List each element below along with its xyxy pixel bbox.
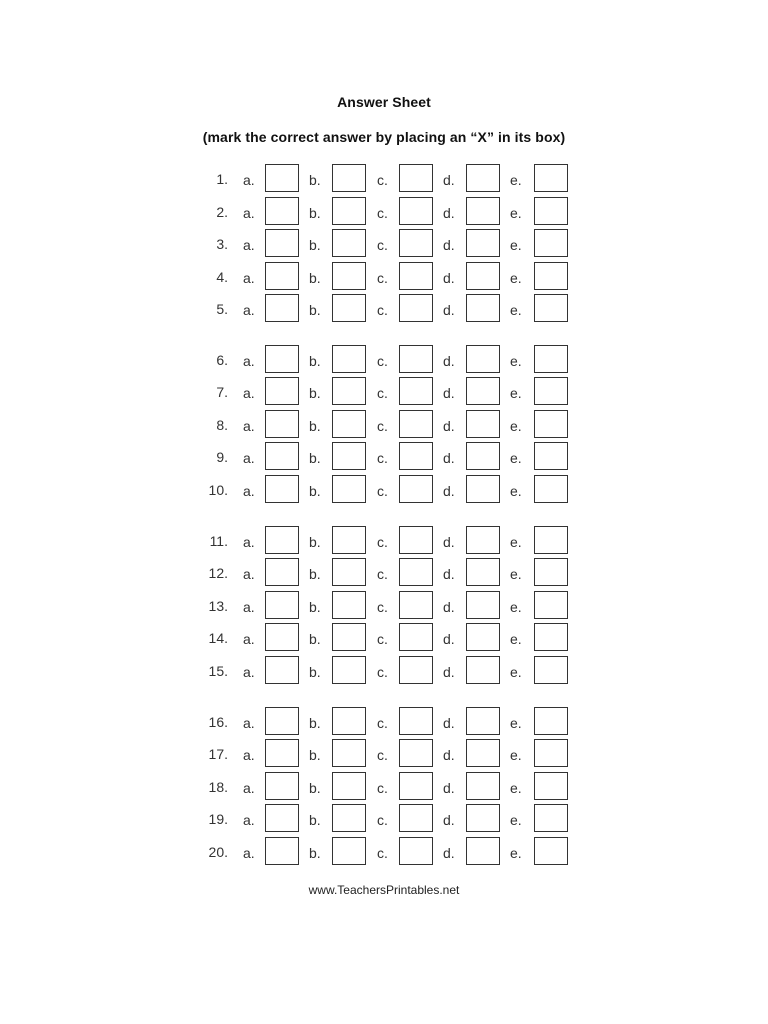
answer-checkbox[interactable] [399,772,433,800]
option-letter: c. [377,418,388,434]
option-letter: c. [377,747,388,763]
question-row [0,804,768,834]
answer-checkbox[interactable] [332,377,366,405]
answer-checkbox[interactable] [466,262,500,290]
option-letter: a. [243,845,255,861]
option-letter: e. [510,780,522,796]
option-letter: d. [443,270,455,286]
answer-checkbox[interactable] [466,591,500,619]
answer-checkbox[interactable] [332,558,366,586]
answer-checkbox[interactable] [399,377,433,405]
question-number: 7. [216,384,228,400]
option-letter: a. [243,780,255,796]
option-letter: b. [309,599,321,615]
option-letter: a. [243,270,255,286]
option-letter: c. [377,631,388,647]
option-letter: d. [443,172,455,188]
question-row [0,164,768,194]
option-letter: b. [309,270,321,286]
option-letter: e. [510,237,522,253]
answer-checkbox[interactable] [332,772,366,800]
option-letter: a. [243,812,255,828]
option-letter: d. [443,205,455,221]
question-row [0,294,768,324]
answer-checkbox[interactable] [534,475,568,503]
answer-checkbox[interactable] [534,558,568,586]
option-letter: d. [443,664,455,680]
answer-checkbox[interactable] [332,442,366,470]
answer-checkbox[interactable] [399,804,433,832]
answer-checkbox[interactable] [332,707,366,735]
answer-checkbox[interactable] [265,262,299,290]
answer-checkbox[interactable] [265,164,299,192]
answer-checkbox[interactable] [399,229,433,257]
question-number: 19. [208,811,228,827]
option-letter: d. [443,715,455,731]
answer-checkbox[interactable] [265,442,299,470]
answer-checkbox[interactable] [399,837,433,865]
option-letter: a. [243,631,255,647]
option-letter: a. [243,664,255,680]
option-letter: c. [377,599,388,615]
question-number: 8. [216,417,228,433]
question-row [0,707,768,737]
option-letter: b. [309,450,321,466]
answer-checkbox[interactable] [466,410,500,438]
option-letter: c. [377,566,388,582]
question-number: 12. [208,565,228,581]
option-letter: c. [377,302,388,318]
answer-checkbox[interactable] [332,739,366,767]
answer-checkbox[interactable] [332,410,366,438]
option-letter: c. [377,270,388,286]
question-number: 2. [216,204,228,220]
option-letter: a. [243,566,255,582]
answer-checkbox[interactable] [265,377,299,405]
answer-checkbox[interactable] [265,345,299,373]
answer-checkbox[interactable] [265,410,299,438]
option-letter: e. [510,450,522,466]
answer-checkbox[interactable] [265,837,299,865]
question-row [0,623,768,653]
answer-checkbox[interactable] [466,229,500,257]
option-letter: b. [309,664,321,680]
option-letter: d. [443,631,455,647]
option-letter: b. [309,534,321,550]
question-number: 20. [208,844,228,860]
question-number: 17. [208,746,228,762]
answer-checkbox[interactable] [534,772,568,800]
question-row [0,377,768,407]
option-letter: b. [309,566,321,582]
answer-checkbox[interactable] [332,164,366,192]
option-letter: a. [243,237,255,253]
option-letter: c. [377,780,388,796]
option-letter: c. [377,664,388,680]
question-row [0,262,768,292]
answer-checkbox[interactable] [534,377,568,405]
answer-checkbox[interactable] [332,475,366,503]
option-letter: c. [377,812,388,828]
question-row [0,410,768,440]
option-letter: e. [510,664,522,680]
instructions: (mark the correct answer by placing an “X” in its box) [202,129,566,145]
answer-checkbox[interactable] [399,739,433,767]
answer-checkbox[interactable] [466,164,500,192]
answer-checkbox[interactable] [466,475,500,503]
question-number: 13. [208,598,228,614]
option-letter: e. [510,302,522,318]
question-number: 10. [208,482,228,498]
option-letter: b. [309,483,321,499]
answer-checkbox[interactable] [466,197,500,225]
answer-checkbox[interactable] [265,623,299,651]
option-letter: b. [309,302,321,318]
question-number: 18. [208,779,228,795]
answer-checkbox[interactable] [332,837,366,865]
answer-checkbox[interactable] [399,623,433,651]
option-letter: b. [309,353,321,369]
option-letter: a. [243,534,255,550]
option-letter: a. [243,302,255,318]
option-letter: a. [243,715,255,731]
question-row [0,229,768,259]
option-letter: e. [510,534,522,550]
answer-checkbox[interactable] [399,526,433,554]
answer-checkbox[interactable] [466,656,500,684]
option-letter: c. [377,715,388,731]
option-letter: e. [510,418,522,434]
option-letter: b. [309,715,321,731]
question-number: 15. [208,663,228,679]
answer-checkbox[interactable] [332,804,366,832]
answer-checkbox[interactable] [534,164,568,192]
answer-checkbox[interactable] [534,526,568,554]
answer-checkbox[interactable] [466,442,500,470]
option-letter: d. [443,845,455,861]
question-row [0,442,768,472]
answer-checkbox[interactable] [399,442,433,470]
option-letter: d. [443,780,455,796]
question-number: 6. [216,352,228,368]
answer-checkbox[interactable] [265,656,299,684]
option-letter: e. [510,385,522,401]
answer-checkbox[interactable] [265,804,299,832]
option-letter: b. [309,237,321,253]
option-letter: b. [309,172,321,188]
option-letter: c. [377,205,388,221]
option-letter: c. [377,845,388,861]
option-letter: b. [309,780,321,796]
option-letter: d. [443,385,455,401]
option-letter: c. [377,534,388,550]
option-letter: e. [510,172,522,188]
answer-checkbox[interactable] [466,739,500,767]
answer-checkbox[interactable] [534,410,568,438]
answer-checkbox[interactable] [399,558,433,586]
answer-checkbox[interactable] [332,656,366,684]
option-letter: a. [243,599,255,615]
answer-checkbox[interactable] [265,475,299,503]
option-letter: c. [377,385,388,401]
option-letter: c. [377,450,388,466]
answer-checkbox[interactable] [466,558,500,586]
option-letter: b. [309,845,321,861]
option-letter: a. [243,483,255,499]
option-letter: e. [510,566,522,582]
answer-checkbox[interactable] [399,164,433,192]
question-row [0,837,768,867]
option-letter: a. [243,172,255,188]
option-letter: e. [510,747,522,763]
answer-checkbox[interactable] [534,294,568,322]
answer-checkbox[interactable] [399,707,433,735]
question-number: 14. [208,630,228,646]
option-letter: d. [443,483,455,499]
option-letter: e. [510,205,522,221]
answer-checkbox[interactable] [332,294,366,322]
question-row [0,656,768,686]
answer-checkbox[interactable] [332,526,366,554]
answer-checkbox[interactable] [466,526,500,554]
answer-checkbox[interactable] [466,772,500,800]
answer-checkbox[interactable] [265,197,299,225]
question-row [0,591,768,621]
option-letter: d. [443,237,455,253]
answer-checkbox[interactable] [332,591,366,619]
answer-checkbox[interactable] [265,229,299,257]
answer-checkbox[interactable] [399,262,433,290]
answer-checkbox[interactable] [534,804,568,832]
option-letter: d. [443,747,455,763]
answer-checkbox[interactable] [332,345,366,373]
option-letter: c. [377,172,388,188]
question-number: 11. [209,533,228,549]
question-row [0,558,768,588]
answer-checkbox[interactable] [534,442,568,470]
question-row [0,475,768,505]
option-letter: d. [443,450,455,466]
option-letter: b. [309,385,321,401]
answer-checkbox[interactable] [265,591,299,619]
option-letter: e. [510,812,522,828]
option-letter: d. [443,566,455,582]
option-letter: d. [443,353,455,369]
answer-checkbox[interactable] [332,197,366,225]
answer-checkbox[interactable] [265,526,299,554]
option-letter: a. [243,353,255,369]
answer-checkbox[interactable] [466,294,500,322]
answer-checkbox[interactable] [399,656,433,684]
answer-checkbox[interactable] [466,377,500,405]
answer-checkbox[interactable] [466,837,500,865]
option-letter: e. [510,353,522,369]
answer-checkbox[interactable] [534,739,568,767]
answer-checkbox[interactable] [466,623,500,651]
option-letter: a. [243,747,255,763]
question-number: 3. [216,236,228,252]
answer-checkbox[interactable] [466,804,500,832]
option-letter: b. [309,205,321,221]
answer-checkbox[interactable] [534,229,568,257]
option-letter: e. [510,483,522,499]
answer-checkbox[interactable] [332,262,366,290]
option-letter: b. [309,747,321,763]
question-number: 9. [216,449,228,465]
footer-url: www.TeachersPrintables.net [308,883,460,897]
option-letter: a. [243,418,255,434]
page-title: Answer Sheet [337,94,431,110]
answer-checkbox[interactable] [399,294,433,322]
option-letter: e. [510,845,522,861]
answer-checkbox[interactable] [399,591,433,619]
question-row [0,739,768,769]
option-letter: d. [443,534,455,550]
answer-checkbox[interactable] [534,345,568,373]
answer-checkbox[interactable] [332,623,366,651]
question-row [0,772,768,802]
option-letter: e. [510,270,522,286]
answer-checkbox[interactable] [534,197,568,225]
option-letter: a. [243,450,255,466]
answer-checkbox[interactable] [534,591,568,619]
option-letter: b. [309,631,321,647]
option-letter: b. [309,418,321,434]
option-letter: a. [243,205,255,221]
answer-checkbox[interactable] [534,707,568,735]
option-letter: e. [510,631,522,647]
option-letter: b. [309,812,321,828]
answer-checkbox[interactable] [399,410,433,438]
answer-checkbox[interactable] [399,345,433,373]
option-letter: c. [377,483,388,499]
answer-checkbox[interactable] [534,837,568,865]
option-letter: d. [443,599,455,615]
answer-checkbox[interactable] [399,475,433,503]
option-letter: c. [377,237,388,253]
answer-checkbox[interactable] [265,294,299,322]
question-number: 5. [216,301,228,317]
answer-checkbox[interactable] [534,623,568,651]
answer-checkbox[interactable] [265,739,299,767]
answer-checkbox[interactable] [265,558,299,586]
option-letter: e. [510,599,522,615]
answer-checkbox[interactable] [399,197,433,225]
answer-checkbox[interactable] [265,707,299,735]
question-number: 1. [216,171,228,187]
answer-checkbox[interactable] [466,707,500,735]
question-row [0,345,768,375]
option-letter: d. [443,302,455,318]
option-letter: a. [243,385,255,401]
question-row [0,197,768,227]
question-number: 16. [208,714,228,730]
answer-checkbox[interactable] [332,229,366,257]
option-letter: c. [377,353,388,369]
option-letter: e. [510,715,522,731]
option-letter: d. [443,812,455,828]
answer-checkbox[interactable] [534,656,568,684]
question-row [0,526,768,556]
option-letter: d. [443,418,455,434]
answer-checkbox[interactable] [466,345,500,373]
answer-checkbox[interactable] [265,772,299,800]
question-number: 4. [216,269,228,285]
answer-checkbox[interactable] [534,262,568,290]
